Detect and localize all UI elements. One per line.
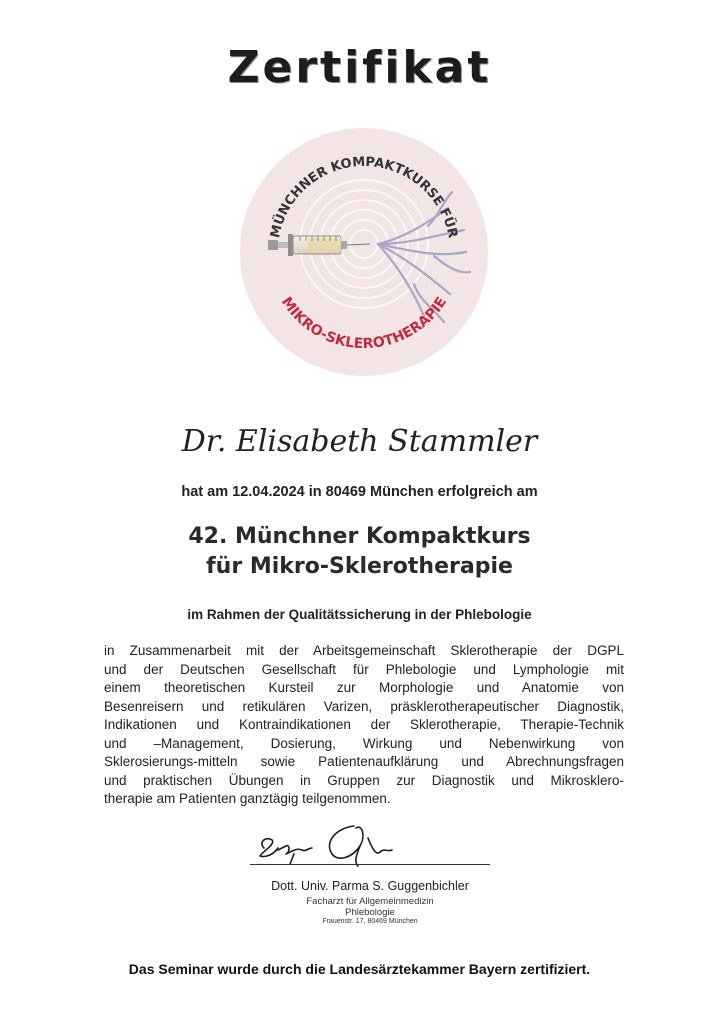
logo-arc-top-text: MÜNCHNER KOMPAKTKURSE FÜR [268, 154, 460, 240]
signer-address: Frauenstr. 17, 80469 München [322, 918, 418, 925]
handwritten-signature [250, 818, 490, 868]
course-title [0, 522, 719, 582]
course-title-line-2: für Mikro-Sklerotherapie [206, 554, 513, 579]
recipient-name: Dr. Elisabeth Stammler [181, 424, 538, 459]
signer-specialty: Facharzt für Allgemeinmedizin [306, 896, 434, 907]
course-title-line-1: 42. Münchner Kompaktkurs [188, 524, 531, 549]
signer-credentials [250, 896, 490, 918]
signature-line [250, 864, 490, 865]
description-line: Besenreisern und retikulären Varizen, präsklerotherapeutischer Diagnostik, [104, 698, 624, 714]
context-line: im Rahmen der Qualitätssicherung in der Phlebologie [187, 607, 532, 622]
description-line: Indikationen und Kontraindikationen der Sklerotherapie, Therapie-Technik [104, 717, 624, 732]
description-line: in Zusammenarbeit mit der Arbeitsgemeinschaft Sklerotherapie der DGPL [104, 643, 624, 658]
certificate-title: Zertifikat [227, 42, 492, 93]
logo-arc-bottom-text: MIKRO-SKLEROTHERAPIE [277, 294, 450, 353]
course-description [104, 642, 624, 809]
description-line: einem theoretischen Kursteil zur Morphologie und Anatomie von [104, 680, 624, 695]
description-line: therapie am Patienten ganztägig teilgenommen. [104, 791, 391, 806]
attendance-line: hat am 12.04.2024 in 80469 München erfolgreich am [181, 484, 538, 500]
description-line: und der Deutschen Gesellschaft für Phlebologie und Lymphologie mit [104, 661, 624, 677]
certification-footer: Das Seminar wurde durch die Landesärztekammer Bayern zertifiziert. [128, 961, 591, 977]
course-logo [238, 126, 490, 378]
description-line: und –Management, Dosierung, Wirkung und Nebenwirkung von [104, 735, 624, 751]
description-line: und praktischen Übungen in Gruppen zur Diagnostik und Mikrosklero- [104, 772, 624, 788]
description-line: Sklerosierungs-mitteln sowie Patientenaufklärung und Abrechnungsfragen [104, 754, 624, 769]
signer-field: Phlebologie [345, 907, 395, 918]
signer-name: Dott. Univ. Parma S. Guggenbichler [271, 879, 469, 893]
